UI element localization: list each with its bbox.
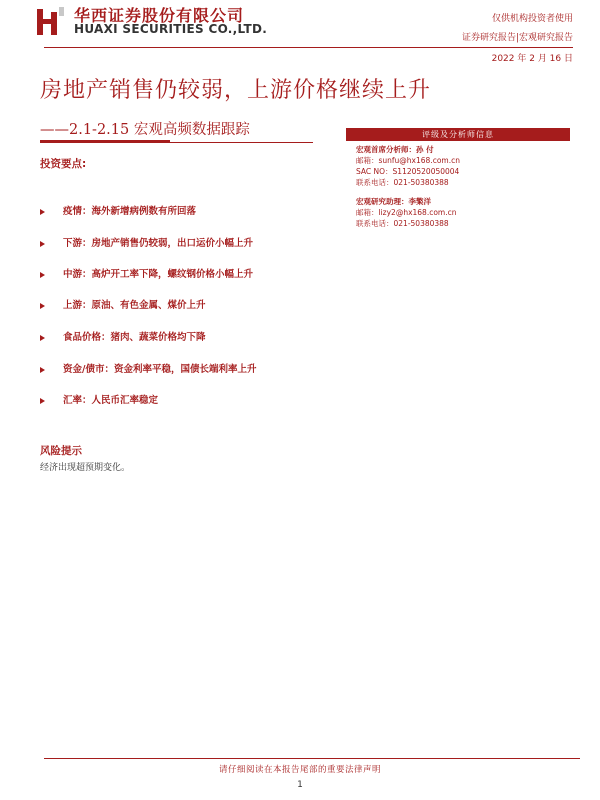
research-assistant-label: 宏观研究助理：李檠洋 <box>356 197 431 206</box>
footer-divider <box>44 758 580 759</box>
report-title: 房地产销售仍较弱，上游价格继续上升 <box>40 78 432 103</box>
report-subtitle: ——2.1-2.15 宏观高频数据跟踪 <box>40 122 250 138</box>
header-divider <box>44 47 573 48</box>
analyst-info-box <box>346 128 570 254</box>
risk-text: 经济出现超预期变化。 <box>40 463 131 473</box>
key-point-item: 中游：高炉开工率下降，螺纹钢价格小幅上升 <box>40 266 253 280</box>
bullet-arrow-icon <box>40 335 45 341</box>
bullet-arrow-icon <box>40 272 45 278</box>
report-date: 2022 年 2 月 16 日 <box>491 54 573 64</box>
key-point-item: 下游：房地产销售仍较弱，出口运价小幅上升 <box>40 235 253 249</box>
bullet-arrow-icon <box>40 241 45 247</box>
audience-note: 仅供机构投资者使用 <box>491 14 573 24</box>
key-point-item: 资金/债市：资金利率平稳，国债长端利率上升 <box>40 361 256 375</box>
research-assistant-phone: 联系电话：021-50380388 <box>356 219 449 228</box>
chief-analyst-label: 宏观首席分析师：孙 付 <box>356 145 434 154</box>
company-name-en: HUAXI SECURITIES CO.,LTD. <box>74 22 268 36</box>
key-points-heading: 投资要点: <box>40 158 87 170</box>
footer-disclaimer: 请仔细阅读在本报告尾部的重要法律声明 <box>218 765 381 775</box>
report-type: 证券研究报告|宏观研究报告 <box>461 33 573 43</box>
key-point-item: 疫情：海外新增病例数有所回落 <box>40 203 196 217</box>
company-name-cn: 华西证券股份有限公司 <box>74 6 245 25</box>
huaxi-logo-icon <box>36 6 66 36</box>
chief-analyst-email: 邮箱：sunfu@hx168.com.cn <box>356 156 460 165</box>
bullet-arrow-icon <box>40 303 45 309</box>
research-assistant-email: 邮箱：lizy2@hx168.com.cn <box>356 208 457 217</box>
bullet-arrow-icon <box>40 367 45 373</box>
chief-analyst-sac: SAC NO：S1120520050004 <box>356 167 460 176</box>
subtitle-accent-bar <box>40 140 170 143</box>
analyst-box-heading: 评级及分析师信息 <box>346 128 570 141</box>
key-point-item: 食品价格：猪肉、蔬菜价格均下降 <box>40 329 206 343</box>
bullet-arrow-icon <box>40 209 45 215</box>
risk-heading: 风险提示 <box>40 445 82 457</box>
key-point-item: 汇率：人民币汇率稳定 <box>40 392 158 406</box>
page-number: 1 <box>297 780 303 790</box>
chief-analyst-phone: 联系电话：021-50380388 <box>356 178 449 187</box>
bullet-arrow-icon <box>40 398 45 404</box>
key-point-item: 上游：原油、有色金属、煤价上升 <box>40 297 206 311</box>
